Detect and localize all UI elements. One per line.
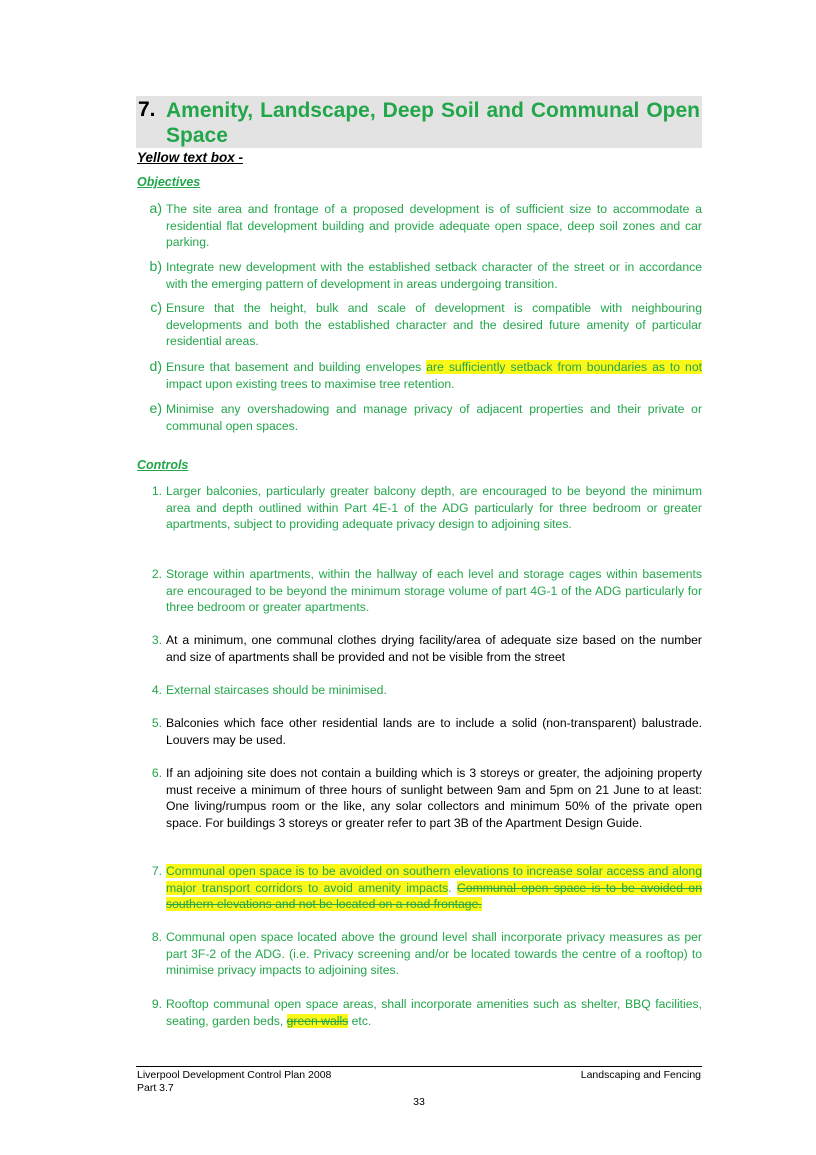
control-item	[140, 483, 702, 533]
yellow-text-box-label: Yellow text box -	[137, 150, 244, 165]
objectives-heading: Objectives	[137, 175, 201, 189]
objective-text: Integrate new development with the established setback character of the street or in accordance with the emerging pattern of development in areas undergoing transition.	[166, 260, 702, 291]
control-text: At a minimum, one communal clothes drying facility/area of adequate size based on the number and size of apartments shall be provided and not be visible from the street	[166, 633, 702, 664]
control-text: Storage within apartments, within the hallway of each level and storage cages within basements are encouraged to be beyond the minimum storage volume of part 4G-1 of the ADG particularly for three bedroom or greater apartments.	[166, 567, 702, 614]
list-marker: 6.	[151, 766, 162, 780]
control-text-part: Rooftop communal open space areas, shall incorporate amenities such as shelter, BBQ facilities, seating, garden beds,	[166, 997, 702, 1028]
list-marker: 5.	[151, 716, 162, 730]
section-heading	[136, 96, 702, 148]
control-item	[140, 863, 702, 913]
objective-item	[140, 359, 702, 392]
control-item	[140, 996, 702, 1029]
list-marker: b)	[149, 258, 162, 274]
section-title: Amenity, Landscape, Deep Soil and Communal Open Space	[166, 99, 700, 147]
control-item	[140, 715, 702, 748]
list-marker: 4.	[151, 683, 162, 697]
control-text: External staircases should be minimised.	[166, 683, 387, 697]
struck-highlighted-text: Communal open space is to be avoided on southern elevations and not be located on a road frontage.	[166, 880, 702, 911]
control-text	[166, 996, 702, 1029]
section-number: 7.	[138, 98, 156, 121]
control-text: Larger balconies, particularly greater balcony depth, are encouraged to be beyond the minimum area and depth outlined within Part 4E-1 of the ADG particularly for three bedroom or greater apartments, subject to providing adequate privacy design to adjoining sites.	[166, 484, 702, 531]
objective-text: Minimise any overshadowing and manage privacy of adjacent properties and their private or communal open spaces.	[166, 402, 702, 433]
control-text: Balconies which face other residential lands are to include a solid (non-transparent) balustrade. Louvers may be used.	[166, 716, 702, 747]
list-marker: 8.	[151, 930, 162, 944]
control-text	[166, 863, 702, 913]
footer-part: Part 3.7	[137, 1082, 174, 1094]
list-marker: 7.	[151, 864, 162, 878]
control-item	[140, 765, 702, 831]
control-item	[140, 632, 702, 665]
objective-text: Ensure that the height, bulk and scale of development is compatible with neighbouring developments and both the established character and the desired future amenity of particular residential areas.	[166, 301, 702, 348]
list-marker: d)	[149, 358, 162, 374]
control-text-part: etc.	[348, 1013, 372, 1028]
objective-item	[140, 201, 702, 251]
objective-item	[140, 300, 702, 350]
control-text: If an adjoining site does not contain a building which is 3 storeys or greater, the adjoining property must receive a minimum of three hours of sunlight between 9am and 5pm on 21 June to at least: One living/rumpus room or the like, any solar collectors and minimum 50% of the private open space. For buildings 3 storeys or greater refer to part 3B of the Apartment Design Guide.	[166, 766, 702, 830]
page-number: 33	[413, 1096, 425, 1108]
control-text-part: .	[448, 880, 457, 895]
objective-text-part: Ensure that basement and building envelopes	[166, 360, 427, 374]
list-marker: 3.	[151, 633, 162, 647]
control-item	[140, 929, 702, 979]
highlighted-text: Communal open space is to be avoided on southern elevations to increase solar access and along major transport corridors to avoid amenity impacts	[166, 864, 702, 895]
control-item	[140, 682, 702, 699]
objective-text: The site area and frontage of a proposed development is of sufficient size to accommodate a residential flat development building and provide adequate open space, deep soil zones and car parking.	[166, 202, 702, 249]
control-item	[140, 566, 702, 616]
control-text: Communal open space located above the ground level shall incorporate privacy measures as per part 3F-2 of the ADG. (i.e. Privacy screening and/or be located towards the centre of a rooftop) to minimise privacy impacts to adjoining sites.	[166, 930, 702, 977]
list-marker: 9.	[151, 997, 162, 1011]
controls-heading: Controls	[137, 458, 189, 472]
objective-text	[166, 359, 702, 392]
list-marker: c)	[150, 299, 162, 315]
objective-text-part: impact upon existing trees to maximise tree retention.	[166, 376, 455, 391]
list-marker: e)	[149, 400, 162, 416]
footer-section-name: Landscaping and Fencing	[580, 1069, 701, 1081]
objective-item	[140, 259, 702, 292]
list-marker: a)	[149, 200, 162, 216]
list-marker: 2.	[151, 567, 162, 581]
struck-highlighted-text: green walls	[286, 1013, 349, 1028]
footer-document-title: Liverpool Development Control Plan 2008	[137, 1069, 332, 1081]
list-marker: 1.	[151, 484, 162, 498]
objective-item	[140, 401, 702, 434]
highlighted-text: are sufficiently setback from boundaries as to not	[426, 360, 703, 374]
footer-divider	[136, 1066, 702, 1067]
